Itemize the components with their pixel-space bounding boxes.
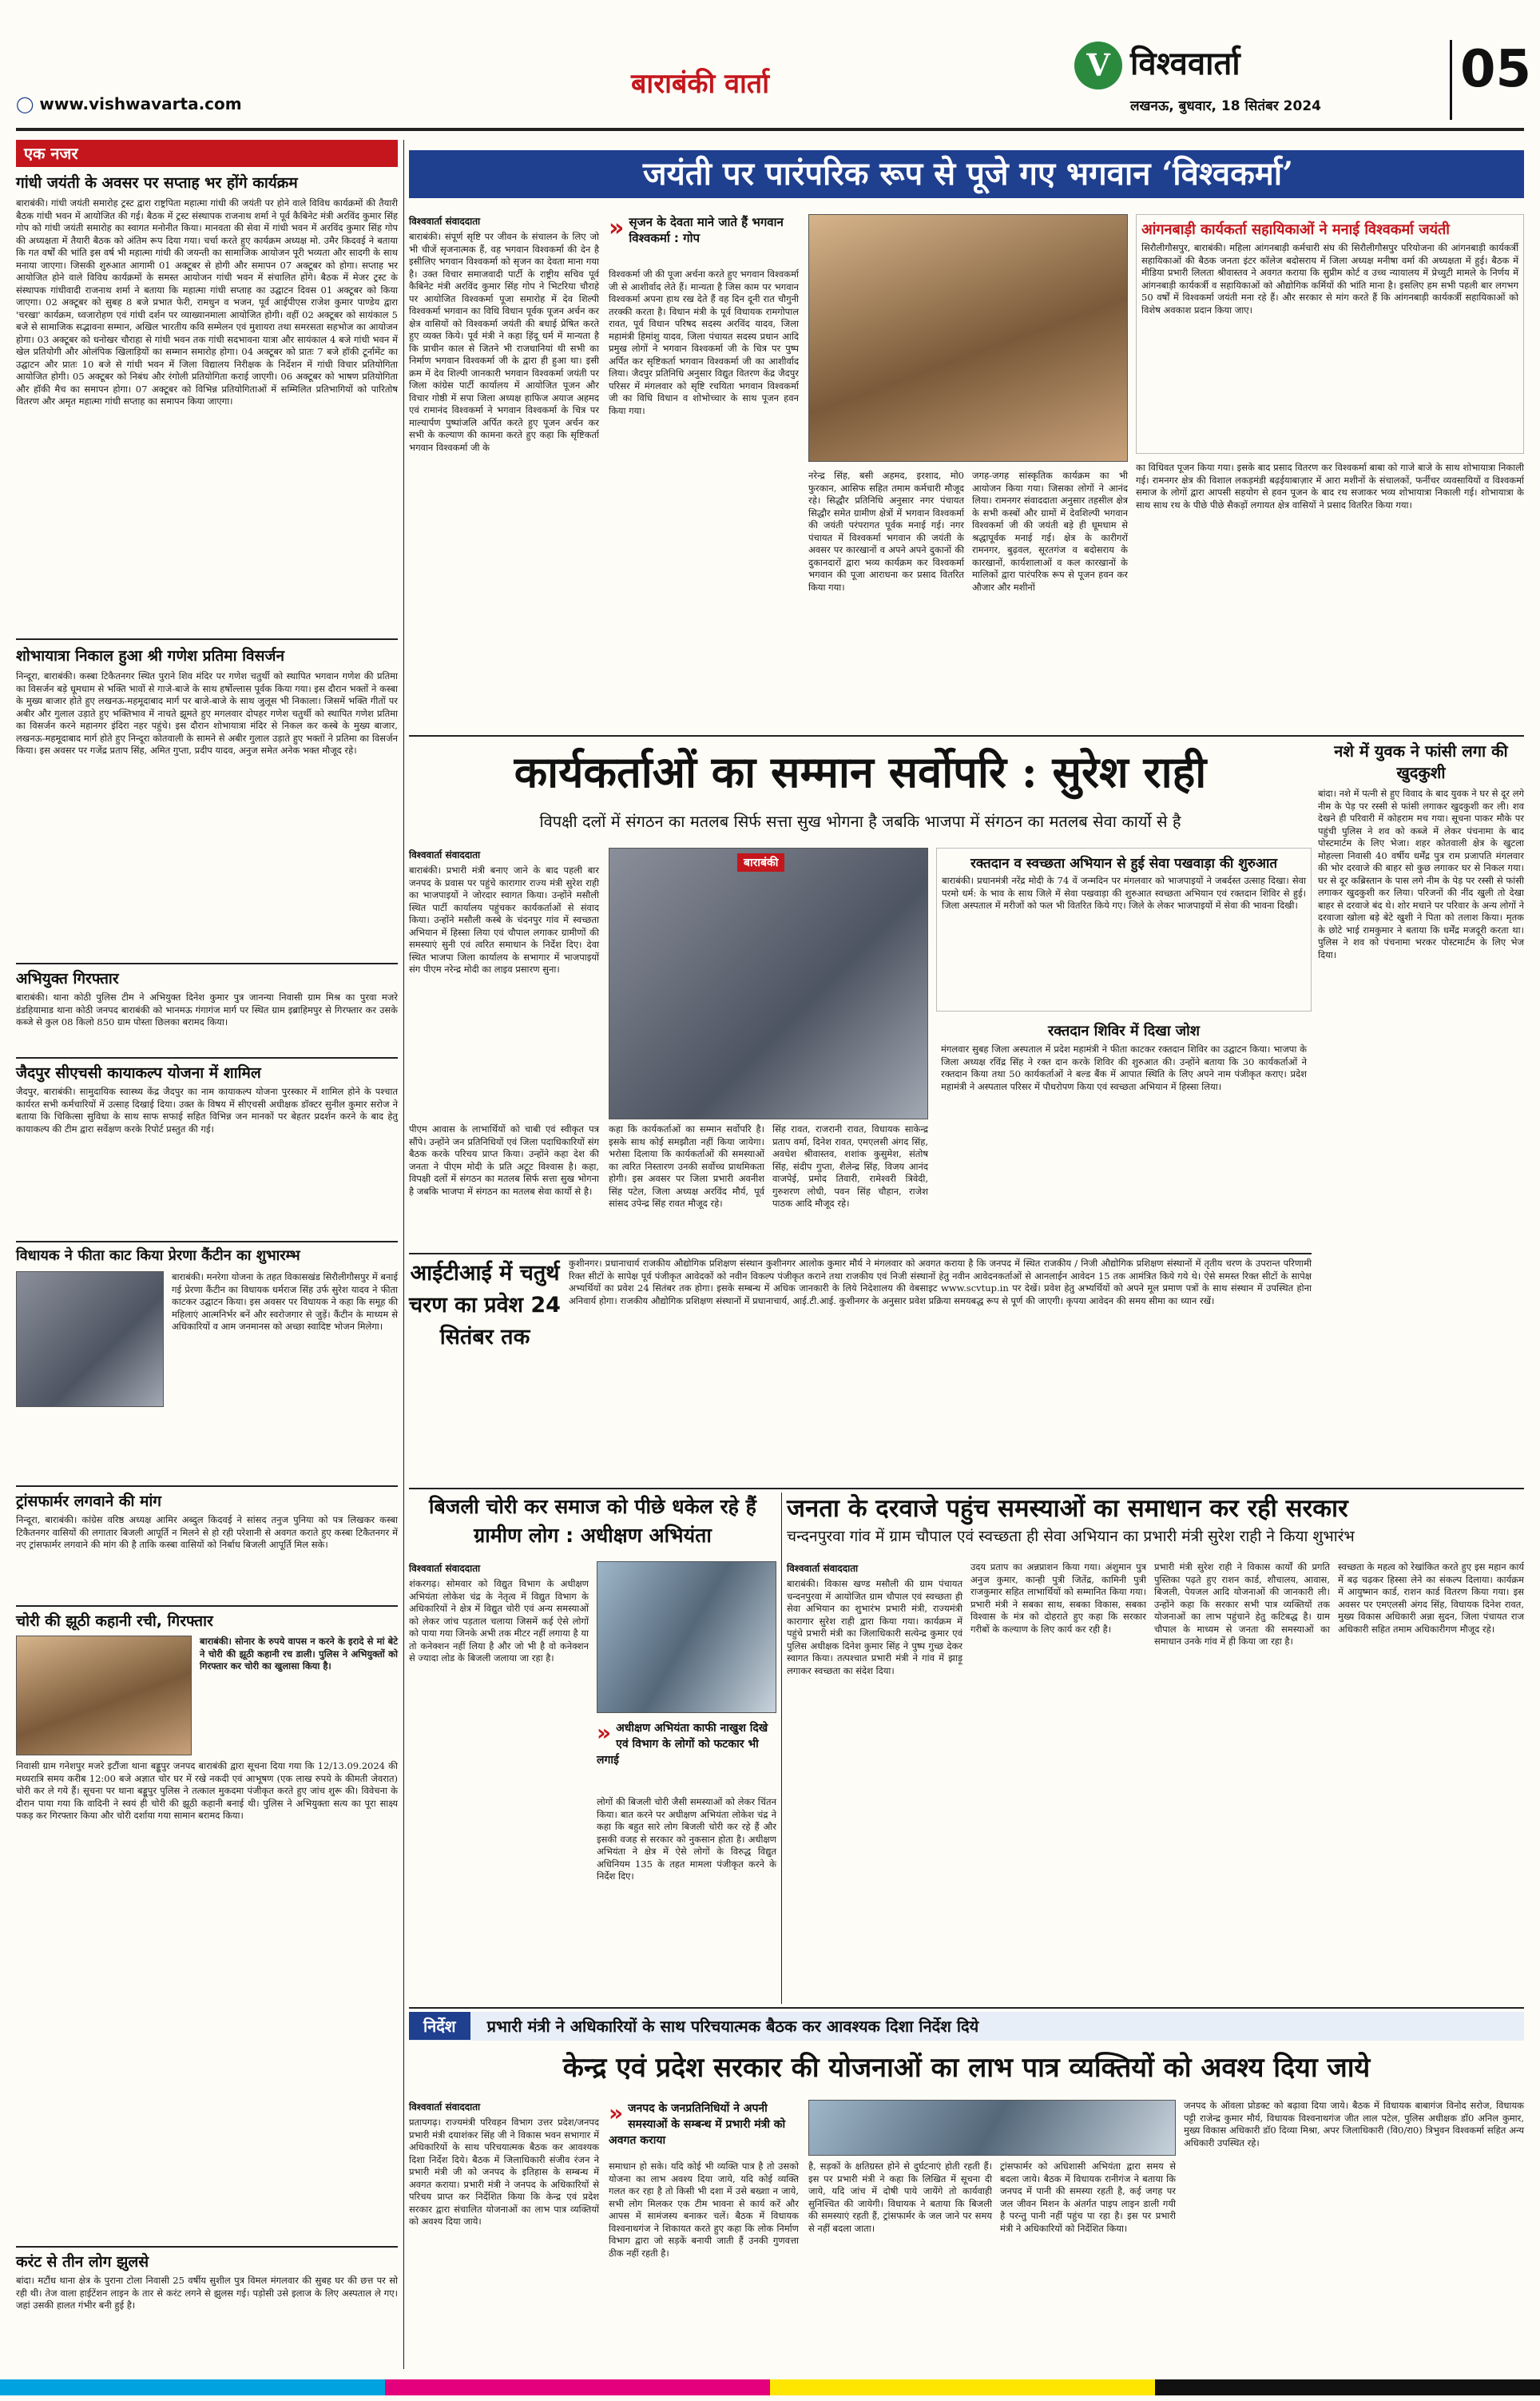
- blood-camp-body: मंगलवार सुबह जिला अस्पताल में प्रदेश महामंत्री ने फीता काटकर रक्तदान शिविर का उद्घाटन किया। भाजपा के जिला अध्यक्ष रविंद्र सिंह ने रक्त दान करके शिविर की शुरुआत की। उन्होंने बताया कि 30 कार्यकर्ताओं ने रक्तदान किया तथा 50 कार्यकर्ताओं ने बल्ड बैंक में आपात स्थिति के लिए अपने नाम पंजीकृत कराए। प्रदेश महामंत्री ने अस्पताल परिसर में पौधरोपण किया एवं स्वच्छता अभियान में हिस्सा लिया।: [941, 1043, 1307, 1092]
- rahi-headline: कार्यकर्ताओं का सम्मान सर्वोपरि : सुरेश राही: [514, 746, 1207, 797]
- rahi-body-2: पीएम आवास के लाभार्थियों को चाबी एवं स्वीकृत पत्र सौंपे। उन्होंने जन प्रतिनिधियों एवं जिला पदाधिकारियों संग बैठक करके परिचय प्राप्त किया। उन्होंने कहा देश की जनता ने पीएम मोदी के प्रति अटूट विश्वास है। कहा, विपक्षी दलों में संगठन का मतलब सिर्फ सत्ता सुख भोगना है जबकि भाजपा में संगठन का मतलब सेवा कार्यो से है।: [409, 1123, 599, 1197]
- rahi-meeting-photo: [609, 848, 928, 1119]
- bijli-quote-text: अधीक्षण अभियंता काफी नाखुश दिखे एवं विभाग के लोगों को फटकार भी लगाई: [597, 1722, 768, 1767]
- brief-2-title: शोभायात्रा निकाल हुआ श्री गणेश प्रतिमा विसर्जन: [16, 647, 285, 665]
- anganwadi-title: आंगनबाड़ी कार्यकर्ता सहायिकाओं ने मनाई विश्वकर्मा जयंती: [1141, 221, 1450, 238]
- suicide-body: बांदा। नशे में पत्नी से हुए विवाद के बाद युवक ने घर से दूर लगे नीम के पेड़ पर रस्सी से फांसी लगाकर खुदकुशी कर ली। शव देखने ही परिवारी में कोहराम मच गया। सूचना पाकर मौके पर पहुंची पुलिस ने शव को कब्जे में लेकर पंचनामा के बाद पोस्टमार्टम के लिए भेजा। शहर कोतवाली क्षेत्र के खुटला मोहल्ला निवासी 40 वर्षीय धर्मेंद्र पुत्र राम प्रजापति मंगलवार की भोर दरवाजे की बाहर सो कुछ लगाकर घर से निकल गया। घर से दूर कब्रिस्तान के पास लगे नीम के पेड़ पर रस्सी से फांसी लगाकर खुदकुशी कर लिया। परिजनों की नींद खुली तो देखा बाहर से दरवाजे बंद थे। शोर मचाने पर परिवार के अन्य लोगों ने दरवाजा खोला बड़े बेटे खुशी ने पिता को तलाश किया। मृतक के छोटे भाई रामकुमार ने बताया कि धर्मेंद्र मजदूरी करता था। पुलिस ने शव को पंचनामा भरकर पोस्टमार्टम के लिए भेज दिया।: [1318, 788, 1524, 960]
- ek-nazar-column: [16, 140, 398, 2377]
- website-link[interactable]: www.vishwavarta.com: [39, 94, 242, 113]
- lead-headline: जयंती पर पारंपरिक रूप से पूजे गए भगवान ‘विश्वकर्मा’: [642, 155, 1294, 193]
- nirdesh-body-1: प्रतापगढ़। राज्यमंत्री परिवहन विभाग उत्तर प्रदेश/जनपद प्रभारी मंत्री दयाशंकर सिंह जी ने विकास भवन सभागार में अधिकारियों के साथ परिचयात्मक बैठक कर आवश्यक दिशा निर्देश दिये। बैठक में जिलाधिकारी संजीव रंजन ने प्रभारी मंत्री जी को जनपद के इतिहास के सम्बन्ध में अवगत कराया। प्रभारी मंत्री ने जनपद के अधिकारियों से परिचय प्राप्त कर निर्देशित किया कि केन्द्र एवं प्रदेश सरकार द्वारा संचालित योजनाओं का लाभ पात्र व्यक्तियों को अवश्य दिया जाये।: [409, 2117, 599, 2227]
- nirdesh-body-4: ट्रांसफार्मर को अधिशासी अभियंता द्वारा समय से बदला जाये। बैठक में विधायक रानीगंज ने बताया कि जनपद में पानी की समस्या रहती है, कई जगह पर जल जीवन मिशन के अंतर्गत पाइप लाइन डाली गयी है परन्तु पानी नहीं पहुंच पा रहा है। इस पर प्रभारी मंत्री ने अधिकारियों को निर्देशित किया।: [1000, 2161, 1176, 2234]
- janta-col-1: [787, 1561, 963, 2001]
- rahi-body-3: कहा कि कार्यकर्ताओं का सम्मान सर्वोपरि है। इसके साथ कोई समझौता नहीं किया जायेगा। भरोसा दिलाया कि कार्यकर्ताओं की समस्याओं का त्वरित निस्तारण उनकी सर्वोच्च प्राथमिकता होगी। इस अवसर पर जिला प्रभारी अवनीश सिंह पटेल, जिला अध्यक्ष अरविंद मौर्य, पूर्व सांसद उपेन्द्र सिंह रावत मौजूद रहे।: [609, 1123, 764, 1209]
- bottom-color-strip: [0, 2379, 1540, 2395]
- brief-5-title: विधायक ने फीता काट किया प्रेरणा कैंटीन का शुभारम्भ: [16, 1247, 300, 1264]
- bijli-story: [409, 1493, 776, 2004]
- blood-donation-title: रक्तदान व स्वच्छता अभियान से हुई सेवा पखवाड़ा की शुरुआत: [970, 856, 1278, 872]
- canteen-photo: [16, 1271, 164, 1407]
- vishwakarma-photo: [808, 214, 1128, 462]
- nirdesh-body-5: जनपद के ऑवला प्रोडक्ट को बढ़ावा दिया जाये। बैठक में विधायक बाबागंज विनोद सरोज, विधायक पट्टी राजेन्द्र कुमार मौर्य, विधायक विश्वनाथगंज जीत लाल पटेल, पुलिस अधीक्षक डॉ0 अनिल कुमार, मुख्य विकास अधिकारी डॉ0 दिव्या मिश्रा, अपर जिलाधिकारी (वि0/रा0) त्रिभुवन विश्वकर्मा सहित अन्य अधिकारी उपस्थित रहे।: [1184, 2100, 1524, 2149]
- masthead-rule: [16, 128, 1524, 131]
- lead-story: [409, 142, 1524, 733]
- globe-icon: ◯: [16, 94, 34, 113]
- janta-title: जनता के दरवाजे पहुंच समस्याओं का समाधान कर रही सरकार: [787, 1494, 1348, 1523]
- bijli-title: बिजली चोरी कर समाज को पीछे धकेल रहे हैं ग्रामीण लोग : अधीक्षण अभियंता: [429, 1495, 756, 1547]
- brief-7-title: चोरी की झूठी कहानी रची, गिरफ्तार: [16, 1612, 213, 1630]
- ek-nazar-label: एक नजर: [24, 144, 78, 163]
- nirdesh-meeting-photo: [808, 2100, 1176, 2156]
- bijli-quote-icon: »: [597, 1719, 612, 1746]
- lead-quote: [609, 214, 799, 262]
- brief-7-lead: बाराबंकी। सोनार के रुपये वापस न करने के इरादे से मां बेटे ने चोरी की झूठी कहानी रच डाली। पुलिस ने अभियुक्तों को गिरफ्तार कर चोरी का खुलासा किया है।: [200, 1636, 398, 1672]
- rahi-subhead: विपक्षी दलों में संगठन का मतलब सिर्फ सत्ता सुख भोगना है जबकि भाजपा में संगठन का मतलब सेवा कार्यो से है: [539, 812, 1181, 831]
- nirdesh-col-1: [409, 2100, 599, 2368]
- bijli-body-1: शंकरगढ़। सोमवार को विद्युत विभाग के अधीक्षण अभियंता लोकेश चंद्र के नेतृत्व में विद्युत विभाग के अधिकारियों ने क्षेत्र में विद्युत चोरी एवं अन्य समस्याओं को लेकर जांच पड़ताल चलाया जिसमें कई ऐसे लोगों को पाया गया जिनके अभी तक मीटर नहीं लगाया है या तो कनेक्शन नहीं लिया है और जो भी है वो कनेक्शन से ज्यादा लोड के बिजली जलाया जा रहा है।: [409, 1578, 589, 1664]
- brief-3-body: बाराबंकी। थाना कोठी पुलिस टीम ने अभियुक्त दिनेश कुमार पुत्र जानन्या निवासी ग्राम मिश्र का पुरवा मजरे डंडहियामाड थाना कोठी जनपद बाराबंकी को भानमऊ गंगागंज मार्ग पर स्थित ग्राम इब्राहिमपुर से गिरफ्तार कर उसके कब्जे से कुल 08 किलो 850 ग्राम पोस्ता छिलका बरामद किया।: [16, 992, 398, 1028]
- rahi-body-4: सिंह रावत, राजरानी रावत, विधायक साकेन्द्र प्रताप वर्मा, दिनेश रावत, एमएलसी अंगद सिंह, अवधेश श्रीवास्तव, शशांक कुसुमेश, संतोष सिंह, संदीप गुप्ता, शैलेन्द्र सिंह, विजय आनंद वाजपेई, प्रमोद तिवारी, रामेश्वरी त्रिवेदी, गुरुशरण लोधी, पवन सिंह चौहान, राजेश पाठक आदि मौजूद रहे।: [772, 1123, 928, 1209]
- rahi-col-1: [409, 848, 599, 1111]
- rahi-photo-label: बाराबंकी: [737, 853, 784, 872]
- brief-4-body: जैदपुर, बाराबंकी। सामुदायिक स्वास्थ्य केंद्र जैदपुर का नाम कायाकल्प योजना पुरस्कार में शामिल होने के पश्चात कार्यरत सभी कर्मचारियों में उत्साह दिखाई दिया। उक्त के विषय में सीएचसी अधीक्षक डॉक्टर सुनील कुमार सरोज ने बताया कि चिकित्सा सुविधा के साथ साफ सफाई सहित विभिन्न जन मानकों पर बेहतर प्रदर्शन करने के बाद हेतु कायाकल्प की टीम द्वारा सर्वेक्षण करके रिपोर्ट प्रस्तुत की गई।: [16, 1086, 398, 1135]
- iti-story: [409, 1258, 1312, 1497]
- website-row[interactable]: [16, 94, 335, 118]
- anganwadi-box: [1136, 214, 1524, 454]
- janta-body-3: प्रभारी मंत्री सुरेश राही ने विकास कार्यों की प्रगति पुस्तिका पढ़ते हुए राशन कार्ड, शौचालय, आवास, बिजली, पेयजल आदि योजनाओं की जानकारी ली। उन्होंने कहा कि सरकार सभी पात्र व्यक्तियों तक योजनाओं का लाभ पहुंचाने हेतु कटिबद्ध है। ग्राम चौपाल के माध्यम से जनता की समस्याओं का समाधान उनके गांव में ही किया जा रहा है।: [1154, 1561, 1330, 1647]
- lead-body-2: विश्वकर्मा जी की पूजा अर्चना करते हुए भगवान विश्वकर्मा जी से आशीर्वाद लेते हैं। मान्यता है जिस काम पर भगवान विश्वकर्मा अपना हाथ रख देते हैं वह दिन दूनी रात चौगुनी तरक्की करता है। विधान मंत्री के पूर्व विधायक रामगोपाल रावत, पूर्व विधान परिषद सदस्य अरविंद यादव, जिला महामंत्री हिमांशु यादव, जिला पंचायत सदस्य प्रधान आदि प्रमुख लोगों ने भगवान विश्वकर्मा जी के चित्र पर पुष्प अर्पित कर सृष्टिकर्ता भगवान विश्वकर्मा जी का आशीर्वाद लिया। जैदपुर प्रतिनिधि अनुसार विद्युत वितरण केंद्र जैदपुर परिसर में मंगलवार को सृष्टि रचयिता भगवान विश्वकर्मा जी का विधि विधान व शोभोच्चार के साथ पूजन हवन किया गया।: [609, 268, 799, 416]
- nirdesh-quote-text: जनपद के जनप्रतिनिधियों ने अपनी समस्याओं के सम्बन्ध में प्रभारी मंत्री को अवगत कराया: [609, 2102, 786, 2147]
- bijli-body-2: लोगों की बिजली चोरी जैसी समस्याओं को लेकर चिंतन किया। बात करने पर अधीक्षण अभियंता लोकेश चंद्र ने कहा कि बहुत सारे लोग बिजली चोरी कर रहे हैं और इसकी वजह से सरकार को नुकसान होता है। अधीक्षण अभियंता ने क्षेत्र में ऐसे लोगों के विरुद्ध विद्युत अधिनियम 135 के तहत मामला पंजीकृत करने के निर्देश दिए।: [597, 1796, 776, 1882]
- brand-logo: V: [1074, 42, 1122, 89]
- brief-8-title: करंट से तीन लोग झुलसे: [16, 2253, 149, 2271]
- blood-donation-body: बाराबंकी। प्रधानमंत्री नरेंद्र मोदी के 74 वें जन्मदिन पर मंगलवार को भाजपाइयों ने जबर्दस्त उत्साह दिखा। सेवा परमो धर्म: के भाव के साथ जिले में सेवा पखवाड़ा की शुरुआत स्वच्छता अभियान एवं रक्तदान शिविर से हुई। जिला अस्पताल में मरीजों को फल भी वितरित किये गए। जिले के लेकर भाजपाइयों में सेवा की भावना दिखी।: [942, 875, 1306, 911]
- dateline: लखनऊ, बुधवार, 18 सितंबर 2024: [1130, 98, 1321, 114]
- brief-1-title: गांधी जयंती के अवसर पर सप्ताह भर होंगे कार्यक्रम: [16, 174, 298, 192]
- brief-3-title: अभियुक्त गिरफ्तार: [16, 970, 119, 988]
- lead-byline: विश्ववार्ता संवाददाता: [409, 216, 481, 227]
- lead-quote-text: सृजन के देवता माने जाते हैं भगवान विश्वकर्मा : गोप: [629, 215, 784, 245]
- nirdesh-tag: निर्देश: [409, 2012, 470, 2040]
- nirdesh-story: [409, 2012, 1524, 2371]
- brief-6-body: निन्दूरा, बाराबंकी। कांग्रेस वरिष्ठ अध्यक्ष आमिर अब्दुल किदवई ने सांसद तनुज पुनिया को पत्र लिखकर कस्बा टिकैतनगर वासियों की लगातार बिजली आपूर्ति न मिलने से हो रही परेशानी से अवगत कराते हुए कस्बा टिकैतनगर में नए ट्रांसफार्मर लगवाने की मांग की है ताकि कस्बा वासियों को निर्बाध बिजली आपूर्ति मिल सके।: [16, 1514, 398, 1550]
- nirdesh-quote-icon: »: [609, 2100, 624, 2126]
- brief-5-body: बाराबंकी। मनरेगा योजना के तहत विकासखंड सिरौलीगौसपुर में बनाई गई प्रेरणा कैंटीन का विधायक धर्मराज सिंह उर्फ सुरेश यादव ने फीता काटकर उद्घाटन किया। इस अवसर पर विधायक ने कहा कि समूह की महिलाएं आत्मनिर्भर बनें और स्वरोजगार से जुड़ें। कैंटीन के माध्यम से अधिकारियों व आम जनमानस को अच्छा स्वादिष्ट भोजन मिलेगा।: [172, 1271, 398, 1332]
- quote-mark-icon: »: [609, 214, 625, 242]
- lead-body-1: बाराबंकी। संपूर्ण सृष्टि पर जीवन के संचालन के लिए जो भी चीजें सृजनात्मक हैं, वह भगवान विश्वकर्मा की देन है इसीलिए भगवान विश्वकर्मा को सृजन का देवता माना गया है। उक्त विचार समाजवादी पार्टी के राष्ट्रीय सचिव पूर्व कैबिनेट मंत्री अरविंद कुमार सिंह गोप ने भिटरिया चौराहे पर आयोजित विश्वकर्मा पूजा समारोह में देव शिल्पी विश्वकर्मा भगवान का विधि विधान पूर्वक पूजन अर्चन कर क्षेत्र वासियों को विश्वकर्मा जयंती की बधाई प्रेषित करते हुए व्यक्त किये। पूर्व मंत्री ने कहा हिंदू धर्म में मान्यता है कि प्राचीन काल से जितने भी राजधानियां थी सभी का निर्माण भगवान विश्वकर्मा जी के द्वारा ही हुआ था। इसी क्रम में देव शिल्पी जानकारी भगवान विश्वकर्मा जयंती पर जिला कांग्रेस पार्टी कार्यालय में आयोजित पूजन और विचार गोष्ठी में सपा जिला अध्यक्ष हाफिज अयाज अहमद एवं रामानंद विश्वकर्मा ने भगवान विश्वकर्मा के चित्र पर माल्यार्पण पुष्पांजलि अर्पित करते हुए पूजन अर्चन कर सभी के कल्याण की कामना करते हुए कहा कि सृष्टिकर्ता भगवान विश्वकर्मा जी के: [409, 231, 599, 453]
- brief-8-body: बांदा। मटौंध थाना क्षेत्र के पुराना टोला निवासी 25 वर्षीय सुशील पुत्र विमल मंगलवार की सुबह घर की छत्त पर सो रही थी। तेज वाला हाईटेंशन लाइन के तार से करंट लगने से झुलस गई। पड़ोसी उसे इलाज के लिए अस्पताल ले गए। जहां उसकी हालत गंभीर बनी हुई है।: [16, 2275, 398, 2311]
- brief-4-title: जैदपुर सीएचसी कायाकल्प योजना में शामिल: [16, 1064, 261, 1082]
- bijli-byline: विश्ववार्ता संवाददाता: [409, 1563, 481, 1574]
- blood-camp-title: रक्तदान शिविर में दिखा जोश: [1047, 1023, 1201, 1040]
- brand-name: विश्ववार्ता: [1130, 46, 1240, 82]
- rahi-body-1: बाराबंकी। प्रभारी मंत्री बनाए जाने के बाद पहली बार जनपद के प्रवास पर पहुंचे कारागार राज्य मंत्री सुरेश राही का भाजपाइयों ने जोरदार स्वागत किया। उन्होंने मसौली स्थित पार्टी कार्यालय पहुंचकर कार्यकर्ताओं से संवाद किया। उन्होंने मसौली कस्बे के चंदनपुर गांव में स्वच्छता अभियान में हिस्सा लिया एवं चौपाल लगाकर ग्रामीणों की समस्याएं सुनी एवं त्वरित समाधान के निर्देश दिए। देवा स्थित भाजपा जिला कार्यालय के सभागार में भाजपाइयों संग पीएम नरेन्द्र मोदी का लाइव प्रसारण सुना।: [409, 865, 599, 975]
- janta-byline: विश्ववार्ता संवाददाता: [787, 1563, 859, 1574]
- anganwadi-body: सिरौलीगौसपुर, बाराबंकी। महिला आंगनबाड़ी कर्मचारी संघ की सिरौलीगौसपुर परियोजना की आंगनबाड़ी कार्यकर्त्री सहायिकाओं की बैठक जनता इंटर कॉलेज बदोसराय में जिला अध्यक्ष मनीषा वर्मा की अध्यक्षता में हुई। बैठक में मीडिया प्रभारी लिलता श्रीवास्तव ने अवगत कराया कि सुप्रीम कोर्ट व उच्च न्यायालय में प्रेच्युटी मामले के निर्णय में आंगनबाड़ी कार्यकर्त्री व सहायिकाओं को औद्योगिक कर्मियों की भांति माना है। इसलिए हम सभी पहली बार लगभग 50 वर्षों में विश्वकर्मा जयंती मना रहे हैं। और सरकार से मांग करते हैं कि आंगनबाड़ी कार्यकर्त्री सहायिकाओं को विशेष अवकाश प्रदान किया जाए।: [1141, 242, 1518, 316]
- lead-body-5: का विधिवत पूजन किया गया। इसके बाद प्रसाद वितरण कर विश्वकर्मा बाबा को गाजे बाजे के साथ शोभायात्रा निकाली गई। रामनगर क्षेत्र की विशाल लकड़मंडी बढ़ईयाबाज़ार में आरा मशीनों के संचालकों, फर्नीचर व्यवसायियों व विश्वकर्मा समाज के लोगों द्वारा आपसी सहयोग से हवन पूजन के बाद रथ सजाकर भव्य शोभायात्रा निकाली गई। शोभायात्रा के साथ साथ रथ के पीछे पीछे सैकड़ों लगायत क्षेत्र वासियों ने प्रसाद वितरित किया गया।: [1136, 462, 1524, 511]
- brief-1-body: बाराबंकी। गांधी जयंती समारोह ट्रस्ट द्वारा राष्ट्रपिता महात्मा गांधी की जयंती पर होने वाले विविध कार्यक्रमों की तैयारी बैठक गांधी भवन में आयोजित की गई। बैठक में ट्रस्ट संस्थापक राजनाथ शर्मा ने पूर्व कैबिनेट मंत्री अरविंद कुमार सिंह गोप को गांधी जयंती समारोह का स्वागत मनोनीत किया। मानवता की सेवा में गांधी भवन में अरविंद कुमार सिंह गोप की अध्यक्षता में तैयारी बैठक को अंतिम रूप दिया गया। चर्चा करते हुए कार्यक्रम अध्यक्ष मो. उमैर किदवई ने बताया कि गत वर्षों की भांति इस वर्ष भी महात्मा गांधी की जयन्ती का सामाजिक आयोजन पूरी भव्यता और सादगी के साथ मनाया जाएगा। जिसकी शुरुआत आगामी 01 अक्टूबर से होगी और समापन 07 अक्टूबर को होगा। सप्ताह भर आयोजित होने वाले विविध कार्यक्रमों के समस्त आयोजन गांधी भवन में संचालित होंगे। बैठक में मेजर ट्रस्ट के संस्थापक गांधीवादी राजनाथ शर्मा ने बताया कि महात्मा गांधी सप्ताह का उद्घाटन दिवस 01 अक्टूबर को किया जाएगा। 02 अक्टूबर को सुबह 8 बजे प्रभात फेरी, रामधुन व भजन, पूर्व आईपीएस राजेश कुमार पाण्डेय द्वारा 'चरखा' कार्यक्रम, ध्वजारोहण एवं गांधी दर्शन पर व्याख्यानमाला आयोजित होगी। वहीं 02 अक्टूबर को सायंकाल 5 बजे से सामाजिक सद्भावना सम्मान, अखिल भारतीय कवि सम्मेलन एवं मुशायरा तथा समरसता सहभोज का आयोजन होगा। 03 अक्टूबर को धनोखर चौराहा से गांधी भवन तक गांधी सदभावना यात्रा और सायंकाल 4 बजे गांधी भवन में खेल प्रतियोगी और ओलंपिक खिलाड़ियों का सम्मान समारोह होगा। 04 अक्टूबर को प्रातः 7 बजे हॉकी टूर्नामेंट का उद्घाटन और प्रातः 10 बजे से गांधी भवन में जिला विद्यालय निरीक्षक के निर्देशन में गांधी विचार प्रतियोगिता आयोजित होगी। 05 अक्टूबर को निबंध और रंगोली प्रतियोगिता कराई जाएगी। 06 अक्टूबर को भाषण प्रतियोगिता और हॉकी मैच का समापन होगा। 07 अक्टूबर को विभिन्न प्रतियोगिताओं में सम्मिलित प्रतिभागियों को पारितोष वितरण और अमृत महात्मा गांधी सप्ताह का समापन किया जाएगा।: [16, 197, 398, 407]
- blood-camp-box: [936, 1016, 1312, 1208]
- janta-body-4: स्वच्छता के महत्व को रेखांकित करते हुए इस महान कार्य में बढ़ चढ़कर हिस्सा लेने का संकल्प दिलाया। कार्यक्रम में आयुष्मान कार्ड, राशन कार्ड वितरण किया गया। इस अवसर पर एमएलसी अंगद सिंह, विधायक दिनेश रावत, मुख्य विकास अधिकारी अन्ना सुदन, जिला पंचायत राज अधिकारी सहित तमाम अधिकारीगण मौजूद रहे।: [1338, 1561, 1524, 1635]
- janta-story: [787, 1493, 1524, 2004]
- nirdesh-body-3: है, सड़कों के क्षतिग्रस्त होने से दुर्घटनाएं होती रहती हैं। इस पर प्रभारी मंत्री ने कहा कि लिखित में सूचना दी जाये, यदि जांच में दोषी पाये जायेंगे तो कार्यवाही सुनिश्चित की जायेगी। विधायक ने बताया कि बिजली की समस्याएं रहती हैं, ट्रांसफार्मर के जल जाने पर समय से नहीं बदला जाता।: [808, 2161, 992, 2234]
- nirdesh-quote: [609, 2100, 799, 2156]
- brief-6-title: ट्रांसफार्मर लगवाने की मांग: [16, 1493, 161, 1510]
- page-number: 05: [1450, 40, 1522, 120]
- nirdesh-headline: केन्द्र एवं प्रदेश सरकार की योजनाओं का लाभ पात्र व्यक्तियों को अवश्य दिया जाये: [562, 2052, 1371, 2084]
- nirdesh-strap: [409, 2012, 1524, 2041]
- bijli-photo: [597, 1561, 776, 1713]
- section-title: बाराबंकी वार्ता: [631, 68, 769, 100]
- bijli-quote: [597, 1719, 776, 1791]
- janta-body-2: उदय प्रताप का अन्नप्राशन किया गया। अंशुमान पुत्र अनुज कुमार, कान्ही पुत्री जितेंद्र, कामिनी पुत्री राजकुमार सहित लाभार्थियों को सम्मानित किया गया। प्रभारी मंत्री ने सबका साथ, सबका विकास, सबका विश्वास के मंत्र को दोहराते हुए कहा कि सरकार गरीबों के कल्याण के लिए कार्य कर रही है।: [970, 1561, 1146, 1635]
- arrest-photo: [16, 1636, 192, 1755]
- iti-title: आईटीआई में चतुर्थ चरण का प्रवेश 24 सितंबर तक: [409, 1261, 561, 1350]
- nirdesh-body-2: समाधान हो सके। यदि कोई भी व्यक्ति पात्र है तो उसको योजना का लाभ अवश्य दिया जाये, यदि कोई व्यक्ति गलत कर रहा है तो किसी भी दशा में उसे बख्शा न जाये, सभी लोग मिलकर एक टीम भावना से कार्य करें और आपस में सामंजस्य बनाकर चलें। बैठक में विधायक विश्वनाथगंज ने शिकायत करते हुए कहा कि लोक निर्माण विभाग द्वारा जो सड़कें बनायी जाती हैं उनकी गुणवत्ता ठीक नहीं रहती है।: [609, 2161, 799, 2259]
- suicide-brief: [1318, 740, 1524, 1619]
- nirdesh-byline: विश्ववार्ता संवाददाता: [409, 2101, 481, 2113]
- brief-2-body: निन्दूरा, बाराबंकी। कस्बा टिकैतनगर स्थित पुराने शिव मंदिर पर गणेश चतुर्थी को स्थापित भगवान गणेश की प्रतिमा का विसर्जन बड़े धूमधाम से भक्ति भावों से गाजे-बाजे के साथ हर्षोल्लास पूर्वक किया गया। इस दौरान भक्तों ने कस्बा के मुख्य बाजार होते हुए लखनऊ-महमूदाबाद मार्ग पर बाजे-बाजे के साथ जुलूस भी निकाला। जिसमें भक्ति गीतों पर अबीर और गुलाल उड़ाते हुए भक्तिभाव में नाचते झूमते हुए मगलवार दोपहर गणेश चतुर्थी को स्थापित गणेश प्रतिमा का विसर्जन करने महानगर इंदिरा नहर पहुंचे। इस दौरान शोभायात्रा मंदिर से निकल कर कस्बे के मुख्य बाजार, लखनऊ-महमूदाबाद मार्ग होते हुए निन्दूरा कोतवाली के सामने से अबीर गुलाल उड़ाते हुए भक्तों ने प्रतिमा का विसर्जन किया। इस अवसर पर गजेंद्र प्रताप सिंह, अमित गुप्ता, प्रदीप यादव, अनुज समेत अनेक भक्त मौजूद रहे।: [16, 670, 398, 756]
- lead-body-4: जगह-जगह सांस्कृतिक कार्यक्रम का भी आयोजन किया गया। जिसका लोगों ने आनंद लिया। रामनगर संवाददाता अनुसार तहसील क्षेत्र के सभी कस्बों और ग्रामों में देवशिल्पी भगवान विश्वकर्मा जी की जयंती बड़े ही धूमधाम से श्रद्धापूर्वक मनाई गई। क्षेत्र के कारीगरों रामनगर, बुढ़वल, सूरतगंज व बदोसराय के कारखानों, कार्यशालाओं व कल कारखानों के मालिकों द्वारा पारंपरिक रूप से पूजन हवन कर औजार और मशीनों: [972, 470, 1128, 593]
- janta-subhead: चन्दनपुरवा गांव में ग्राम चौपाल एवं स्वच्छता ही सेवा अभियान का प्रभारी मंत्री सुरेश राही ने किया शुभारंभ: [787, 1528, 1355, 1545]
- lead-body-3: नरेन्द्र सिंह, बसी अहमद, इरशाद, मो0 फुरकान, आसिफ सहित तमाम कर्मचारी मौजूद रहे। सिद्धौर प्रतिनिधि अनुसार नगर पंचायत सिद्धौर समेत ग्रामीण क्षेत्रों में भगवान विश्वकर्मा की जयंती परंपरागत पूर्वक मनाई गई। नगर पंचायत में विश्वकर्मा भगवान की जयंती के अवसर पर कारखानों व अपने अपने दुकानों की दुकानदारों द्वारा भव्य कार्यक्रम कर विश्वकर्मा भगवान की पूजा आराधना कर प्रसाद वितरित किया गया।: [808, 470, 964, 593]
- ek-nazar-tag: [16, 140, 398, 167]
- masthead: [0, 0, 1540, 136]
- rahi-byline: विश्ववार्ता संवाददाता: [409, 849, 481, 861]
- brief-7-body: निवासी ग्राम गनेशपुर मजरे इटौंजा थाना बड्डूपुर जनपद बाराबंकी द्वारा सूचना दिया गया कि 12/13.09.2024 की मध्यरात्रि समय करीब 12:00 बजे अज्ञात चोर घर में रखे नकदी एवं आभूषण (एक लाख रुपये के कीमती जेवरात) चोरी कर ले गये हैं। सूचना पर थाना बड्डूपुर पुलिस ने तत्काल मुकदमा पंजीकृत करते हुए जांच शुरू की। विवेचना के दौरान पाया गया कि वादिनी ने स्वयं ही चोरी की झूठी कहानी बनाई थी। पुलिस ने अभियुक्ता सत्य का पूरा साक्ष्य पकड़ कर गिरफ्तार किया और चोरी दर्शाया गया सामान बरामद किया।: [16, 1760, 398, 1821]
- bijli-col-1: [409, 1561, 589, 2001]
- blood-donation-box: [936, 848, 1312, 1012]
- lead-col-1: [409, 214, 599, 718]
- suicide-title: नशे में युवक ने फांसी लगा की खुदकुशी: [1334, 741, 1508, 782]
- nirdesh-strap-text: प्रभारी मंत्री ने अधिकारियों के साथ परिचयात्मक बैठक कर आवश्यक दिशा निर्देश दिये: [486, 2017, 979, 2036]
- iti-body: कुशीनगर। प्रधानाचार्य राजकीय औद्योगिक प्रशिक्षण संस्थान कुशीनगर आलोक कुमार मौर्य ने मंगलवार को अवगत कराया है कि जनपद में स्थित राजकीय / निजी औद्योगिक प्रशिक्षण संस्थानों में तृतीय चरण के उपरान्त परिणामी रिक्त सीटों के सापेक्ष पूर्व पंजीकृत आवेदकों को नवीन विकल्प पंजीकृत कराने तथा राजकीय एवं निजी संस्थानों हेतु नवीन आवेदनकर्ताओं से आनलाईन आवेदन 15 तक आमंत्रित किये गये थे। ऐसे समस्त रिक्त सीटों के सापेक्ष अभ्यर्थियों का प्रवेश 24 सितंबर तक होगा। इसके सम्बन्ध में अधिक जानकारी के लिये निदेशालय की वेबसाइट www.scvtup.in पर देखें। प्रवेश हेतु अभ्यर्थियों को अपने मूल प्रमाण पत्रों के साथ संस्थान में उपस्थित होना अनिवार्य होगा। राजकीय औद्योगिक प्रशिक्षण संस्थानों में प्रधानाचार्य, आई.टी.आई. कुशीनगर के अनुसार प्रवेश प्रक्रिया समयबद्ध रूप से पूर्ण की जाएगी। कृपया आवेदन की समय सीमा का ध्यान रखें।: [569, 1258, 1312, 1306]
- janta-body-1: बाराबंकी। विकास खण्ड मसौली की ग्राम पंचायत चन्दनपुरवा में आयोजित ग्राम चौपाल एवं स्वच्छता ही सेवा अभियान का शुभारंभ प्रभारी मंत्री, राज्यमंत्री कारागार सुरेश राही द्वारा किया गया। कार्यक्रम में पहुंचे प्रभारी मंत्री का जिलाधिकारी सत्येन्द्र कुमार एवं पुलिस अधीक्षक दिनेश कुमार सिंह ने पुष्प गुच्छ देकर स्वागत किया। तत्पश्चात प्रभारी मंत्री ने गांव में झाड़ू लगाकर स्वच्छता का संदेश दिया।: [787, 1578, 963, 1676]
- column-divider: [403, 140, 404, 2369]
